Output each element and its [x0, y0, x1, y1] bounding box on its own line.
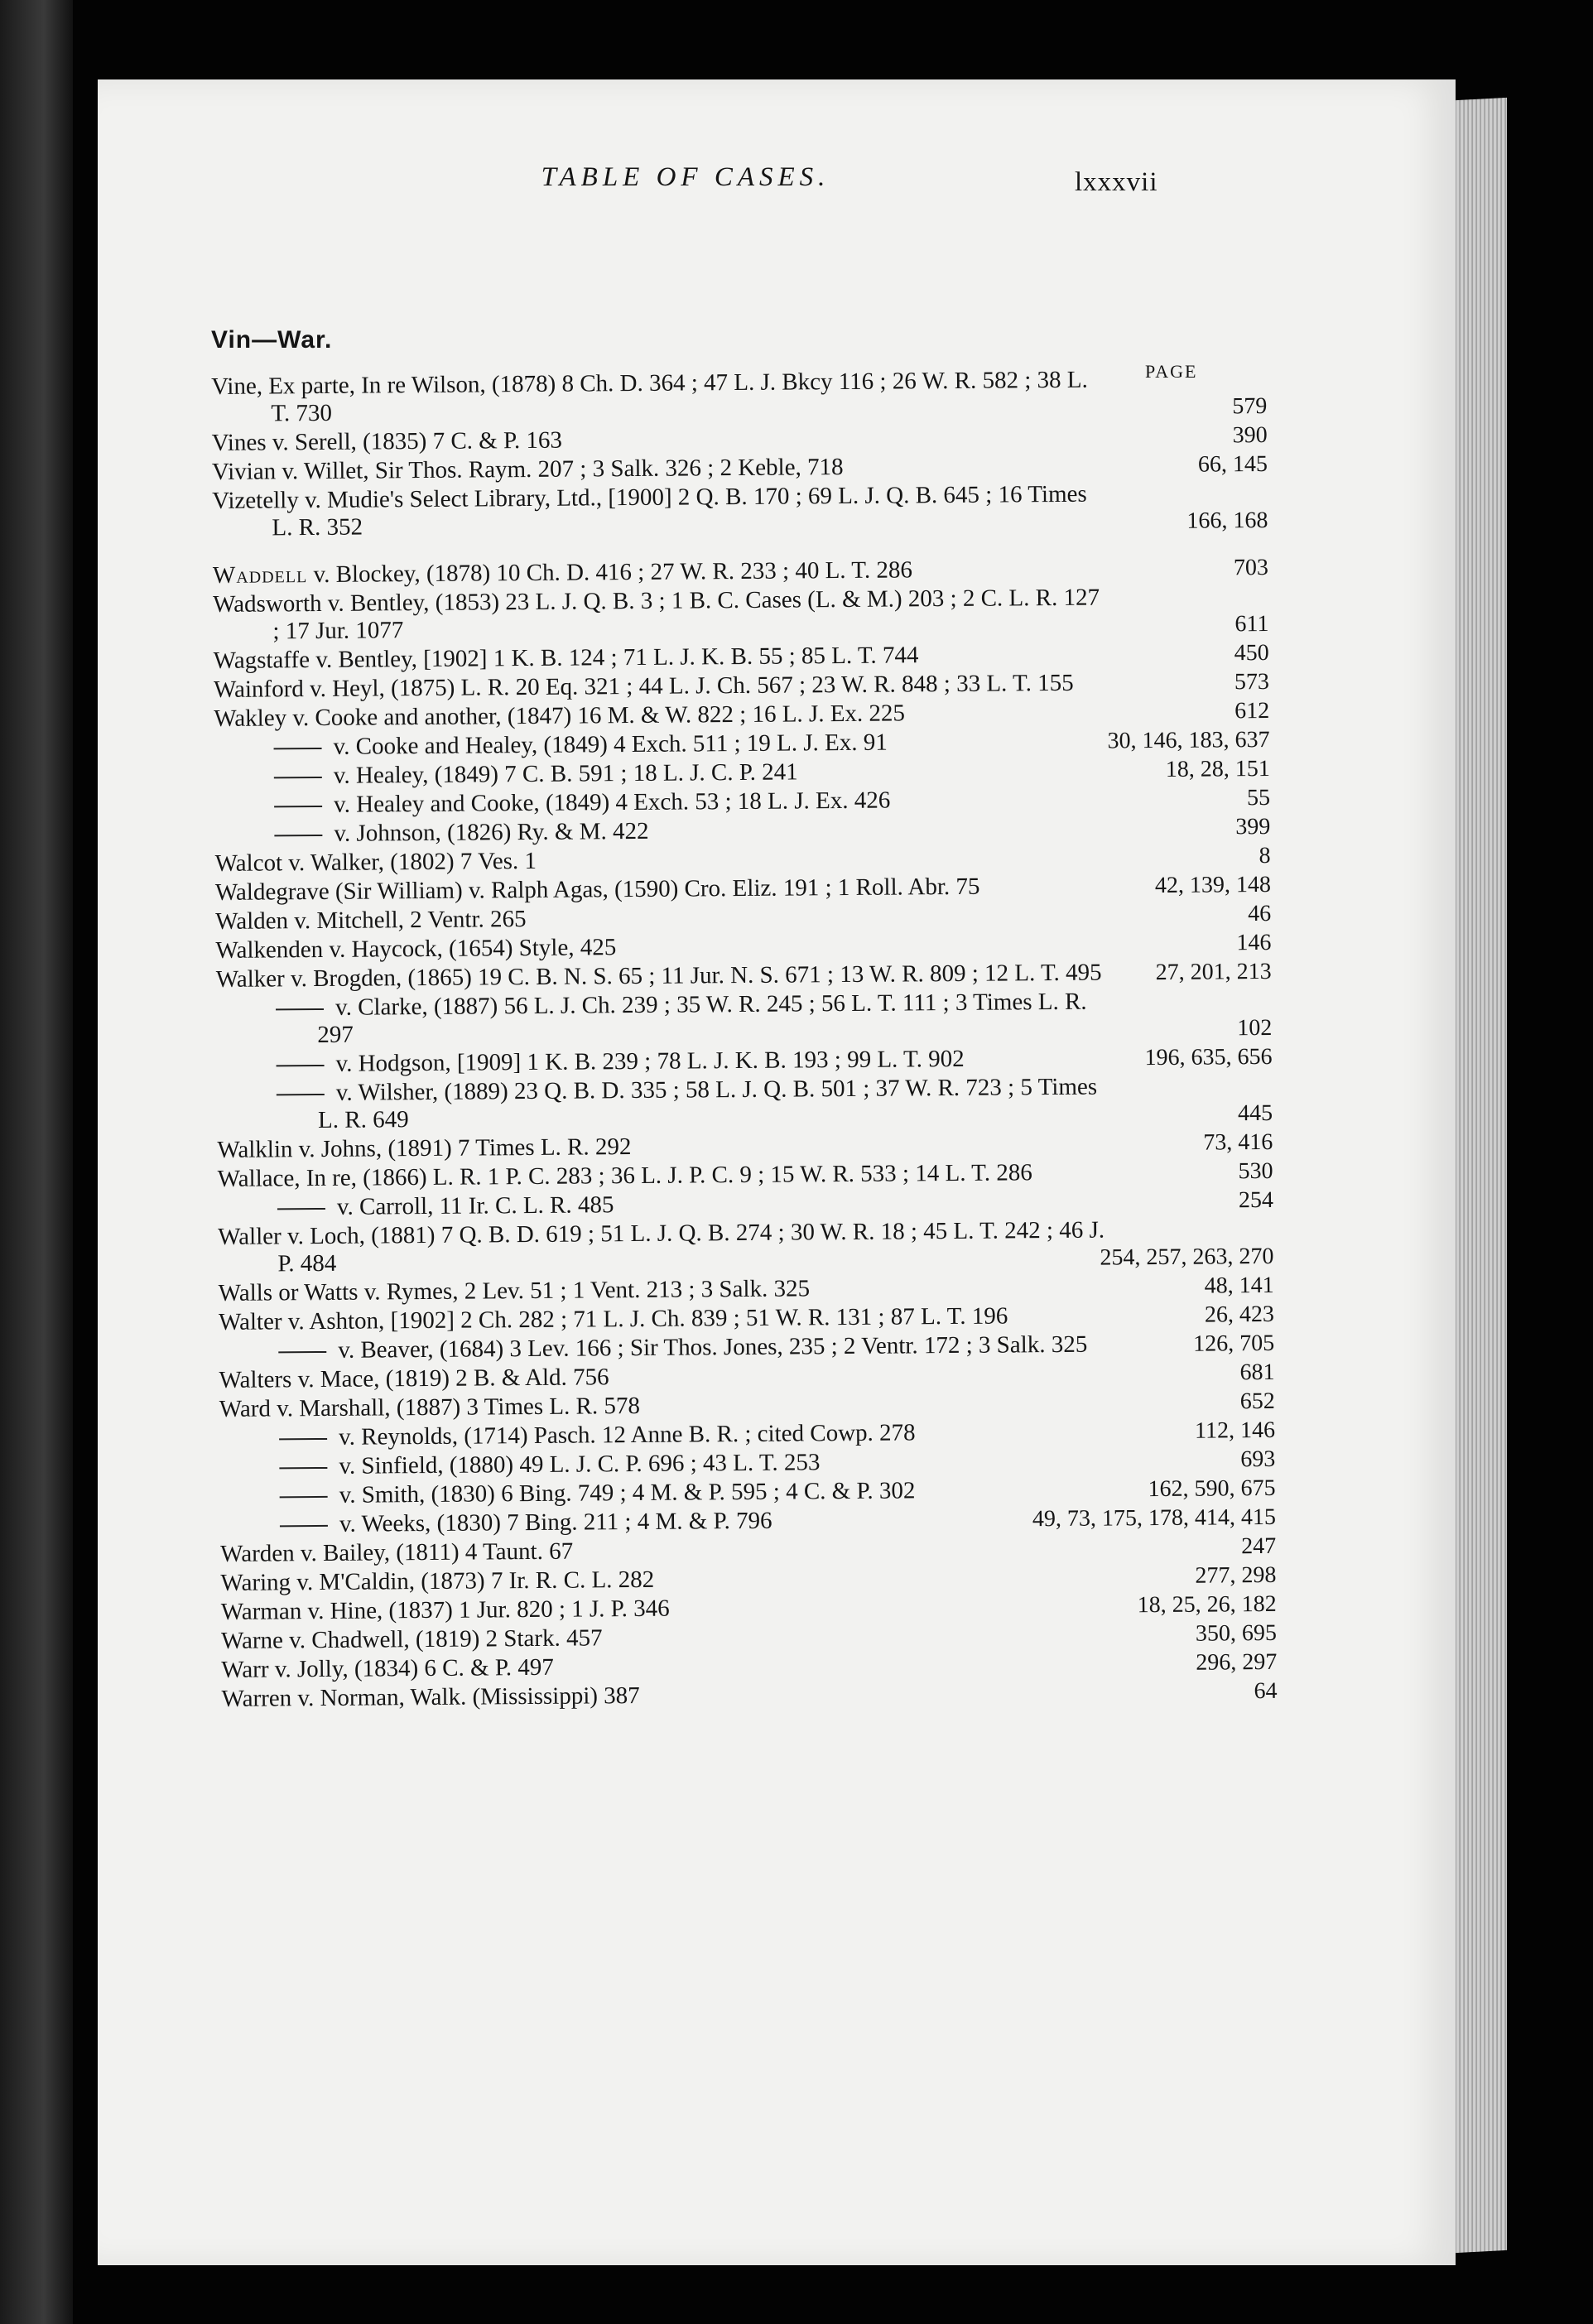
- book-page: [98, 79, 1456, 2265]
- page-reference: 46: [1248, 900, 1272, 927]
- case-citation: v. Reynolds, (1714) Pasch. 12 Anne B. R. ; cited Cowp. 278: [219, 1417, 1275, 1452]
- case-citation: Wagstaffe v. Bentley, [1902] 1 K. B. 124 ; 71 L. J. K. B. 55 ; 85 L. T. 744: [213, 642, 919, 674]
- page-reference: 579: [1232, 392, 1268, 420]
- case-citation: Walker v. Brogden, (1865) 19 C. B. N. S. 65 ; 11 Jur. N. S. 671 ; 13 W. R. 809 ; 12 L. T. 495: [215, 959, 1102, 993]
- ditto-dash: [278, 1351, 326, 1353]
- case-citation: Wainford v. Heyl, (1875) L. R. 20 Eq. 321 ; 44 L. J. Ch. 567 ; 23 W. R. 848 ; 33 L. T. 155: [213, 669, 1074, 703]
- case-citation: Warden v. Bailey, (1811) 4 Taunt. 67: [220, 1537, 574, 1567]
- case-citation: v. Hodgson, [1909] 1 K. B. 239 ; 78 L. J. K. B. 193 ; 99 L. T. 902: [216, 1043, 1272, 1079]
- case-citation: Vines v. Serell, (1835) 7 C. & P. 163: [211, 426, 563, 456]
- ditto-dash: [279, 1467, 327, 1469]
- case-citation: Wakley v. Cooke and another, (1847) 16 M. & W. 822 ; 16 L. J. Ex. 225: [214, 700, 906, 732]
- page-reference: 162, 590, 675: [1148, 1475, 1276, 1503]
- case-citation: v. Healey, (1849) 7 C. B. 591 ; 18 L. J. C. P. 241: [214, 755, 1270, 791]
- binding-shadow: [0, 0, 73, 2324]
- page-reference: 450: [1234, 639, 1269, 666]
- page-reference: 703: [1233, 554, 1269, 581]
- ditto-dash: [280, 1496, 328, 1498]
- page-column-heading: PAGE: [1145, 361, 1198, 382]
- case-citation: Waller v. Loch, (1881) 7 Q. B. D. 619 ; 51 L. J. Q. B. 274 ; 30 W. R. 18 ; 45 L. T. 242 ; 46 J. P. 484: [218, 1216, 1105, 1277]
- ditto-dash: [274, 835, 322, 836]
- case-citation: Vizetelly v. Mudie's Select Library, Ltd., [1900] 2 Q. B. 170 ; 69 L. J. Q. B. 645 ; 16 Times L. R. 352: [212, 480, 1087, 541]
- page-reference: 277, 298: [1195, 1561, 1277, 1589]
- page-reference: 254, 257, 263, 270: [1100, 1243, 1274, 1271]
- case-citation: v. Carroll, 11 Ir. C. L. R. 485: [218, 1186, 1273, 1222]
- page-reference: 102: [1237, 1014, 1273, 1042]
- case-citation: Wallace, In re, (1866) L. R. 1 P. C. 283 ; 36 L. J. P. C. 9 ; 15 W. R. 533 ; 14 L. T. 286: [217, 1159, 1032, 1192]
- case-citation: v. Beaver, (1684) 3 Lev. 166 ; Sir Thos. Jones, 235 ; 2 Ventr. 172 ; 3 Salk. 325: [219, 1330, 1274, 1365]
- page-reference: 296, 297: [1196, 1648, 1278, 1676]
- page-reference: 693: [1240, 1446, 1276, 1473]
- case-citation: Walden v. Mitchell, 2 Ventr. 265: [215, 906, 527, 935]
- page-reference: 445: [1237, 1099, 1273, 1127]
- case-citation: v. Cooke and Healey, (1849) 4 Exch. 511 ; 19 L. J. Ex. 91: [214, 726, 1269, 762]
- page-reference: 42, 139, 148: [1154, 871, 1272, 899]
- page-reference: 49, 73, 175, 178, 414, 415: [1032, 1504, 1277, 1532]
- alphabetical-range: Vin—War.: [211, 326, 333, 354]
- page-reference: 247: [1241, 1532, 1277, 1560]
- page-reference: 66, 145: [1197, 450, 1268, 478]
- ditto-dash: [276, 1008, 324, 1010]
- case-citation: v. Wilsher, (1889) 23 Q. B. D. 335 ; 58 L. J. Q. B. 501 ; 37 W. R. 723 ; 5 Times L. R. 649: [217, 1072, 1273, 1135]
- case-entry: [213, 583, 1268, 646]
- case-citation: v. Weeks, (1830) 7 Bing. 211 ; 4 M. & P. 796: [220, 1504, 1276, 1539]
- page-reference: 8: [1259, 842, 1271, 869]
- case-entry: [212, 479, 1268, 542]
- page-reference: 48, 141: [1204, 1272, 1274, 1299]
- page-reference: 530: [1238, 1157, 1273, 1185]
- ditto-dash: [277, 1208, 325, 1210]
- page-reference: 166, 168: [1186, 507, 1268, 534]
- case-citation: Waring v. M'Caldin, (1873) 7 Ir. R. C. L. 282: [220, 1566, 655, 1596]
- case-citation: v. Smith, (1830) 6 Bing. 749 ; 4 M. & P. 595 ; 4 C. & P. 302: [220, 1475, 1276, 1510]
- page-reference: 126, 705: [1193, 1330, 1275, 1357]
- ditto-dash: [277, 1065, 325, 1066]
- case-citation: Walklin v. Johns, (1891) 7 Times L. R. 292: [217, 1133, 632, 1163]
- page-reference: 652: [1239, 1388, 1275, 1415]
- case-entry: [217, 1072, 1273, 1135]
- page-reference: 18, 28, 151: [1165, 755, 1270, 782]
- ditto-dash: [274, 777, 322, 778]
- case-citation: Waldegrave (Sir William) v. Ralph Agas, (1590) Cro. Eliz. 191 ; 1 Roll. Abr. 75: [214, 873, 980, 906]
- ditto-dash: [279, 1438, 327, 1440]
- page-reference: 196, 635, 656: [1144, 1043, 1273, 1071]
- case-citation: Warr v. Jolly, (1834) 6 C. & P. 497: [221, 1653, 554, 1683]
- ditto-dash: [280, 1525, 328, 1527]
- page-reference: 611: [1234, 610, 1269, 638]
- case-citation: Vine, Ex parte, In re Wilson, (1878) 8 Ch. D. 364 ; 47 L. J. Bkcy 116 ; 26 W. R. 582 ; 38 L. T. 730: [211, 366, 1088, 427]
- case-citation: Walters v. Mace, (1819) 2 B. & Ald. 756: [219, 1364, 609, 1393]
- page-reference: 390: [1232, 421, 1268, 449]
- page-reference: 681: [1239, 1359, 1275, 1386]
- page-reference: 146: [1236, 929, 1272, 956]
- ditto-dash: [277, 1094, 325, 1095]
- case-citation: Wadsworth v. Bentley, (1853) 23 L. J. Q. B. 3 ; 1 B. C. Cases (L. & M.) 203 ; 2 C. L. R. 127 ; 17 Jur. 1077: [213, 584, 1100, 645]
- case-entry: [211, 365, 1267, 428]
- case-citation: Waddell v. Blockey, (1878) 10 Ch. D. 416 ; 27 W. R. 233 ; 40 L. T. 286: [212, 556, 913, 589]
- case-citation: Walkenden v. Haycock, (1654) Style, 425: [215, 934, 617, 964]
- case-citation: v. Clarke, (1887) 56 L. J. Ch. 239 ; 35 W. R. 245 ; 56 L. T. 111 ; 3 Times L. R. 297: [216, 987, 1272, 1050]
- case-citation: v. Healey and Cooke, (1849) 4 Exch. 53 ; 18 L. J. Ex. 426: [214, 784, 1270, 820]
- page-reference: 112, 146: [1194, 1417, 1276, 1444]
- page-reference: 350, 695: [1195, 1619, 1278, 1647]
- case-citation: Walcot v. Walker, (1802) 7 Ves. 1: [214, 847, 537, 877]
- page-reference: 64: [1254, 1677, 1278, 1705]
- case-entry: [218, 1215, 1273, 1278]
- running-title: TABLE OF CASES.: [541, 162, 830, 192]
- case-citation: Warren v. Norman, Walk. (Mississippi) 387: [221, 1682, 640, 1712]
- case-citation: Warman v. Hine, (1837) 1 Jur. 820 ; 1 J. P. 346: [220, 1595, 670, 1625]
- page-reference: 55: [1246, 784, 1271, 811]
- case-list: [211, 365, 1278, 1715]
- page-reference: 573: [1234, 668, 1270, 695]
- page-reference: 30, 146, 183, 637: [1107, 726, 1270, 754]
- page-reference: 73, 416: [1203, 1128, 1273, 1156]
- case-citation: Vivian v. Willet, Sir Thos. Raym. 207 ; 3 Salk. 326 ; 2 Keble, 718: [211, 454, 844, 485]
- page-reference: 612: [1234, 697, 1270, 724]
- case-citation: Ward v. Marshall, (1887) 3 Times L. R. 578: [219, 1392, 641, 1422]
- case-citation: Warne v. Chadwell, (1819) 2 Stark. 457: [220, 1624, 603, 1654]
- page-reference: 27, 201, 213: [1155, 958, 1272, 986]
- case-citation: v. Johnson, (1826) Ry. & M. 422: [214, 813, 1270, 849]
- ditto-dash: [274, 748, 322, 749]
- page-reference: 26, 423: [1204, 1301, 1275, 1328]
- case-citation: Walls or Watts v. Rymes, 2 Lev. 51 ; 1 Vent. 213 ; 3 Salk. 325: [218, 1275, 811, 1306]
- page-reference: 399: [1235, 813, 1271, 840]
- ditto-dash: [274, 806, 322, 807]
- page-reference: 18, 25, 26, 182: [1137, 1590, 1277, 1619]
- page-reference: 254: [1238, 1186, 1274, 1214]
- case-citation: Walter v. Ashton, [1902] 2 Ch. 282 ; 71 L. J. Ch. 839 ; 51 W. R. 131 ; 87 L. T. 196: [218, 1302, 1008, 1335]
- page-number: lxxxvii: [1075, 167, 1158, 197]
- case-citation: v. Sinfield, (1880) 49 L. J. C. P. 696 ; 43 L. T. 253: [219, 1446, 1275, 1481]
- case-entry: [216, 987, 1272, 1050]
